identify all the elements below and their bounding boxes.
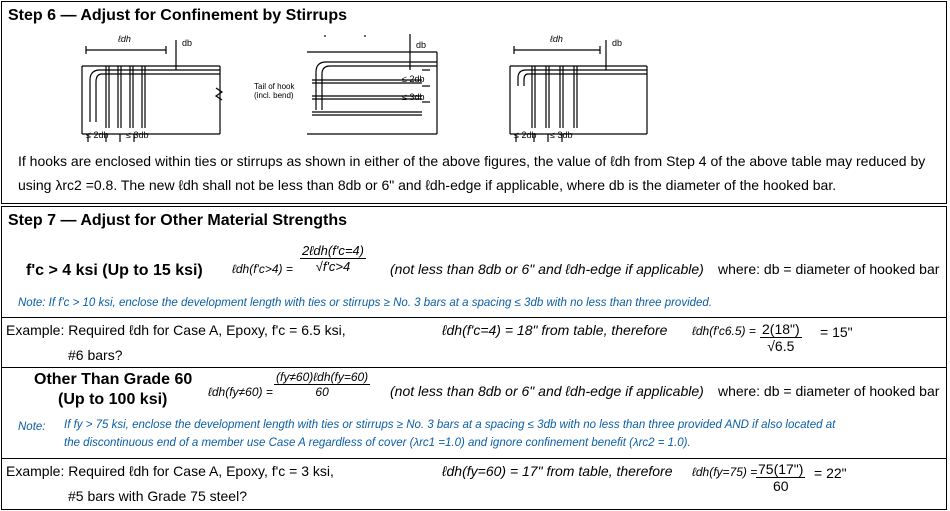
example1-table-value: ℓdh(f'c=4) = 18" from table, therefore xyxy=(442,322,668,338)
example1-fraction xyxy=(760,321,802,354)
step6-paragraph-line2: using λrc2 =0.8. The new ℓdh shall not be less than 8db or 6" and ℓdh-edge if applicable, where db is the diameter of the hooked bar. xyxy=(18,177,837,193)
example1-line1: Example: Required ℓdh for Case A, Epoxy, f'c = 6.5 ksi, xyxy=(6,322,346,338)
fig3-3db-label: ≤ 3db xyxy=(550,130,573,140)
example2-line2: #5 bars with Grade 75 steel? xyxy=(68,488,247,504)
example1-lhs: ℓdh(f'c6.5) = xyxy=(692,324,756,338)
fc-formula-fraction xyxy=(300,243,366,274)
example1-numerator: 2(18") xyxy=(762,321,800,337)
step6-panel xyxy=(1,1,947,204)
step6-title: Step 6 — Adjust for Confinement by Stirrups xyxy=(8,7,347,24)
fc-label: f'c > 4 ksi (Up to 15 ksi) xyxy=(26,262,203,279)
stirrup-figure-3 xyxy=(502,26,662,144)
fig2-tail-label xyxy=(254,82,294,100)
fig3-db-label: db xyxy=(612,38,623,48)
stirrup-figure-2 xyxy=(302,30,447,142)
fig2-3db-label: ≤ 3db xyxy=(402,92,425,102)
stirrup-figure-1 xyxy=(70,26,230,144)
fc-where-text: where: db = diameter of hooked bar xyxy=(718,261,940,277)
fig2-db-label: db xyxy=(416,40,427,50)
grade-formula-lhs: ℓdh(fy≠60) = xyxy=(208,385,273,399)
grade-formula-denominator: 60 xyxy=(315,385,329,399)
grade-limit-text: (not less than 8db or 6" and ℓdh-edge if applicable) xyxy=(390,383,704,399)
grade-note-line1: If fy > 75 ksi, enclose the development length with ties or stirrups ≥ No. 3 bars at a spacing ≤ 3db with no less than three provided AND if also located at xyxy=(64,419,836,431)
grade-label-line1: Other Than Grade 60 xyxy=(34,371,193,388)
example2-line1: Example: Required ℓdh for Case A, Epoxy, f'c = 3 ksi, xyxy=(6,463,334,479)
fig1-ldh-label: ℓdh xyxy=(118,34,131,44)
fc-limit-text: (not less than 8db or 6" and ℓdh-edge if applicable) xyxy=(390,261,704,277)
step7-panel xyxy=(1,206,947,510)
grade-note-line2: the discontinuous end of a member use Case A regardless of cover (λrc1 =1.0) and ignore confinement benefit (λrc2 = 1.0). xyxy=(64,437,691,449)
fc-formula-numerator: 2ℓdh(f'c=4) xyxy=(302,243,364,258)
fc-formula-denominator: √f'c>4 xyxy=(315,259,351,274)
fig3-ldh-label: ℓdh xyxy=(550,34,563,44)
fig3-2db-label: ≤ 2db xyxy=(514,130,537,140)
divider xyxy=(2,317,946,318)
fc-note: Note: If f'c > 10 ksi, enclose the development length with ties or stirrups ≥ No. 3 bars at a spacing ≤ 3db with no less than three provided. xyxy=(18,297,713,309)
divider xyxy=(2,367,946,368)
fig1-3db-label: ≤ 3db xyxy=(126,130,149,140)
example1-line2: #6 bars? xyxy=(68,347,123,363)
example2-numerator: 75(17") xyxy=(758,461,804,477)
grade-formula-fraction xyxy=(274,370,370,399)
grade-label-line2: (Up to 100 ksi) xyxy=(58,391,168,408)
step7-title: Step 7 — Adjust for Other Material Strengths xyxy=(8,212,348,229)
fc-formula-lhs: ℓdh(f'c>4) = xyxy=(232,262,293,276)
fig1-db-label: db xyxy=(182,38,193,48)
step6-paragraph-line1: If hooks are enclosed within ties or stirrups as shown in either of the above figures, the value of ℓdh from Step 4 of the above table may reduced by xyxy=(18,153,926,169)
example2-result: = 22" xyxy=(814,465,847,481)
example2-table-value: ℓdh(fy=60) = 17" from table, therefore xyxy=(442,463,673,479)
example1-result: = 15" xyxy=(820,324,853,340)
example2-denominator: 60 xyxy=(772,478,789,494)
grade-note-label: Note: xyxy=(18,421,46,433)
fig2-2db-label: ≤ 2db xyxy=(402,74,425,84)
fig2-tail-line1: Tail of hook xyxy=(254,82,295,91)
grade-formula-numerator: (fy≠60)ℓdh(fy=60) xyxy=(276,370,369,384)
fig1-2db-label: ≤ 2db xyxy=(86,130,109,140)
fig2-tail-line2: (incl. bend) xyxy=(254,91,294,100)
grade-where-text: where: db = diameter of hooked bar xyxy=(718,383,940,399)
example1-denominator: √6.5 xyxy=(767,338,795,354)
example2-lhs: ℓdh(fy=75) = xyxy=(692,465,758,479)
divider xyxy=(2,458,946,459)
example2-fraction xyxy=(756,461,805,494)
